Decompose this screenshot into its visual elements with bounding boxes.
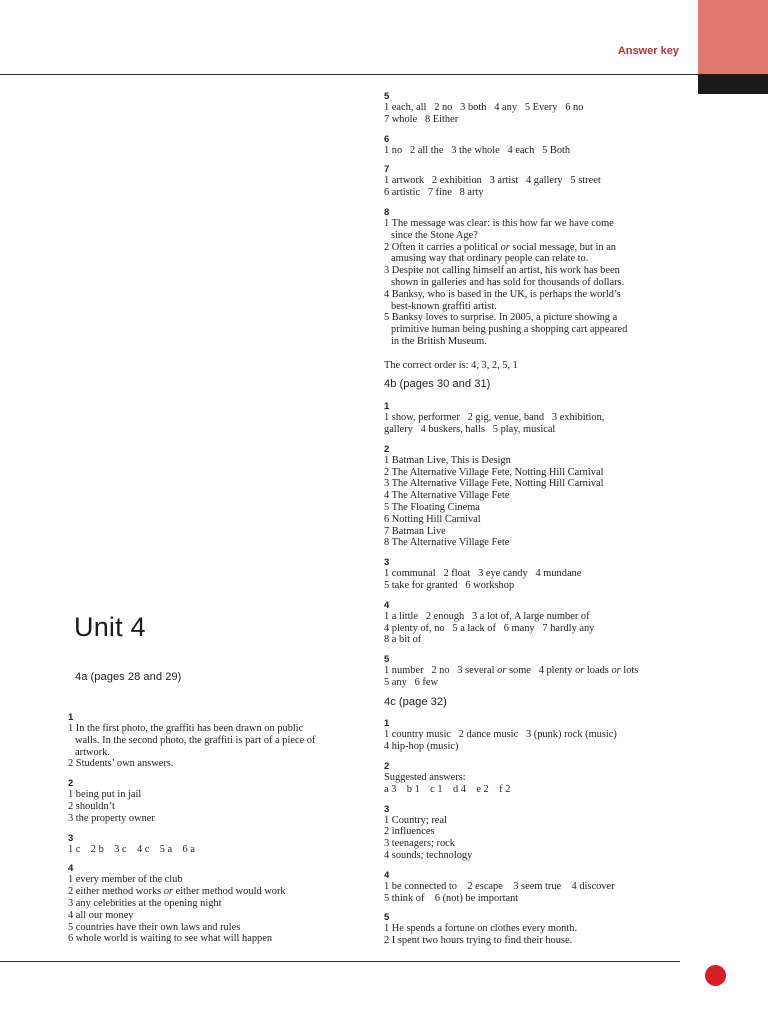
- answer-line: 6 whole world is waiting to see what will happen: [68, 933, 273, 945]
- answer-line: 2 Often it carries a political or social message, but in an: [384, 241, 617, 253]
- answer-line: 3 any celebrities at the opening night: [68, 897, 222, 909]
- exercise-block: [384, 557, 690, 592]
- answer-line: 3 Despite not calling himself an artist, his work has been: [384, 265, 620, 277]
- right-column: [384, 91, 690, 955]
- answer-line: 8 The Alternative Village Fete: [384, 537, 510, 549]
- answer-line: 4 sounds; technology: [384, 850, 473, 862]
- corner-tab-accent: [698, 0, 768, 74]
- answer-line: artwork.: [75, 746, 110, 758]
- exercise-block: [384, 600, 690, 646]
- exercise-number: 5: [384, 654, 390, 666]
- answer-line: primitive human being pushing a shopping cart appeared: [391, 324, 628, 336]
- section-heading: 4b (pages 30 and 31): [384, 378, 491, 391]
- exercise-block: [384, 804, 690, 862]
- answer-line: 8 a bit of: [384, 634, 422, 646]
- answer-line: 2 either method works or either method would work: [68, 886, 286, 898]
- exercise-block: [384, 207, 690, 371]
- answer-line: a 3 b 1 c 1 d 4 e 2 f 2: [384, 783, 511, 795]
- exercise-block: [68, 833, 368, 856]
- answer-line: 6 artistic 7 fine 8 arty: [384, 187, 484, 199]
- answer-line: 1 number 2 no 3 several or some 4 plenty or loads or lots: [384, 665, 639, 677]
- exercise-block: [68, 778, 368, 824]
- answer-line: 1 each, all 2 no 3 both 4 any 5 Every 6 no: [384, 102, 584, 113]
- answer-line: 4 plenty of, no 5 a lack of 6 many 7 hardly any: [384, 622, 595, 634]
- answer-line: walls. In the second photo, the graffiti is part of a piece of: [75, 734, 316, 746]
- answer-line: since the Stone Age?: [391, 229, 478, 241]
- exercise-number: 3: [384, 557, 390, 569]
- exercise-block: [384, 870, 690, 905]
- exercise-number: 4: [384, 599, 390, 611]
- answer-line: 1 c 2 b 3 c 4 c 5 a 6 a: [68, 843, 195, 855]
- answer-line: 1 a little 2 enough 3 a lot of, A large number of: [384, 610, 590, 622]
- exercise-block: [68, 712, 368, 770]
- exercise-number: 2: [384, 761, 390, 773]
- answer-line: 3 teenagers; rock: [384, 838, 455, 850]
- section-heading-4a: 4a (pages 28 and 29): [75, 671, 182, 683]
- answer-line: in the British Museum.: [391, 335, 487, 347]
- answer-line: 5 any 6 few: [384, 676, 438, 688]
- answer-line: 1 communal 2 float 3 eye candy 4 mundane: [384, 568, 582, 580]
- exercise-number: 1: [384, 401, 390, 413]
- exercise-number: 2: [68, 778, 74, 790]
- exercise-number: 1: [68, 712, 74, 723]
- answer-line: 4 The Alternative Village Fete: [384, 490, 510, 502]
- corner-tab-dark: [698, 74, 768, 94]
- answer-line: 3 the property owner: [68, 812, 155, 824]
- exercise-block: [384, 912, 690, 947]
- bottom-divider: [0, 961, 680, 962]
- answer-line: 5 countries have their own laws and rules: [68, 921, 241, 933]
- exercise-number: 1: [384, 718, 390, 730]
- answer-line: 5 take for granted 6 workshop: [384, 579, 515, 591]
- exercise-number: 2: [384, 443, 390, 455]
- left-column: [68, 712, 368, 953]
- exercise-number: 7: [384, 164, 390, 176]
- exercise-number: 4: [68, 863, 74, 875]
- answer-line: 4 Banksy, who is based in the UK, is perhaps the world’s: [384, 288, 621, 300]
- exercise-block: [384, 401, 690, 436]
- exercise-number: 4: [384, 869, 390, 881]
- header-answer-key-label: Answer key: [617, 45, 679, 57]
- answer-line: 1 every member of the club: [68, 874, 183, 886]
- answer-line: [384, 348, 690, 360]
- answer-line: 3 The Alternative Village Fete, Notting Hill Carnival: [384, 478, 604, 490]
- answer-line: 1 country music 2 dance music 3 (punk) rock (music): [384, 729, 617, 741]
- top-divider: [0, 74, 698, 75]
- answer-line: shown in galleries and has sold for thousands of dollars.: [391, 276, 625, 288]
- answer-line: The correct order is: 4, 3, 2, 5, 1: [384, 359, 518, 371]
- exercise-number: 5: [384, 91, 390, 102]
- exercise-block: [384, 164, 690, 199]
- answer-line: 2 The Alternative Village Fete, Notting Hill Carnival: [384, 466, 604, 478]
- exercise-block: [384, 444, 690, 549]
- answer-line: 2 shouldn’t: [68, 800, 115, 812]
- answer-line: 1 no 2 all the 3 the whole 4 each 5 Both: [384, 144, 571, 156]
- answer-line: 2 influences: [384, 826, 435, 838]
- exercise-block: [384, 91, 690, 126]
- answer-line: 1 In the first photo, the graffiti has been drawn on public: [68, 723, 304, 734]
- answer-line: best-known graffiti artist.: [391, 300, 497, 312]
- section-heading: 4c (page 32): [384, 695, 447, 708]
- exercise-block: [384, 654, 690, 689]
- answer-line: amusing way that ordinary people can relate to.: [391, 253, 589, 265]
- exercise-number: 3: [384, 803, 390, 815]
- answer-line: 1 artwork 2 exhibition 3 artist 4 gallery 5 street: [384, 175, 601, 187]
- answer-line: 5 think of 6 (not) be important: [384, 892, 519, 904]
- answer-line: 7 whole 8 Either: [384, 113, 459, 125]
- answer-line: 7 Batman Live: [384, 525, 446, 537]
- answer-line: 1 Country; real: [384, 814, 447, 826]
- answer-line: 1 The message was clear: is this how far we have come: [384, 217, 614, 229]
- answer-line: 6 Notting Hill Carnival: [384, 513, 481, 525]
- answer-line: 5 The Floating Cinema: [384, 501, 480, 513]
- answer-line: 1 be connected to 2 escape 3 seem true 4 discover: [384, 880, 615, 892]
- exercise-block: [68, 863, 368, 945]
- answer-line: Suggested answers:: [384, 772, 466, 784]
- answer-line: 4 all our money: [68, 909, 134, 921]
- unit-title: Unit 4: [74, 612, 146, 642]
- answer-line: gallery 4 buskers, halls 5 play, musical: [384, 423, 556, 435]
- exercise-block: [384, 718, 690, 753]
- answer-line: 5 Banksy loves to surprise. In 2005, a picture showing a: [384, 312, 618, 324]
- exercise-number: 5: [384, 912, 390, 924]
- exercise-block: [384, 134, 690, 157]
- page-marker-dot: [705, 965, 726, 986]
- exercise-block: [384, 761, 690, 796]
- answer-line: 1 Batman Live, This is Design: [384, 454, 511, 466]
- answer-line: 1 show, performer 2 gig, venue, band 3 exhibition,: [384, 412, 605, 424]
- exercise-number: 6: [384, 133, 390, 145]
- answer-line: 2 I spent two hours trying to find their house.: [384, 935, 573, 947]
- answer-line: 1 being put in jail: [68, 789, 142, 801]
- answer-line: 4 hip-hop (music): [384, 741, 459, 753]
- answer-line: 1 He spends a fortune on clothes every month.: [384, 923, 578, 935]
- exercise-number: 8: [384, 206, 390, 218]
- exercise-number: 3: [68, 832, 74, 844]
- answer-line: 2 Students’ own answers.: [68, 758, 174, 770]
